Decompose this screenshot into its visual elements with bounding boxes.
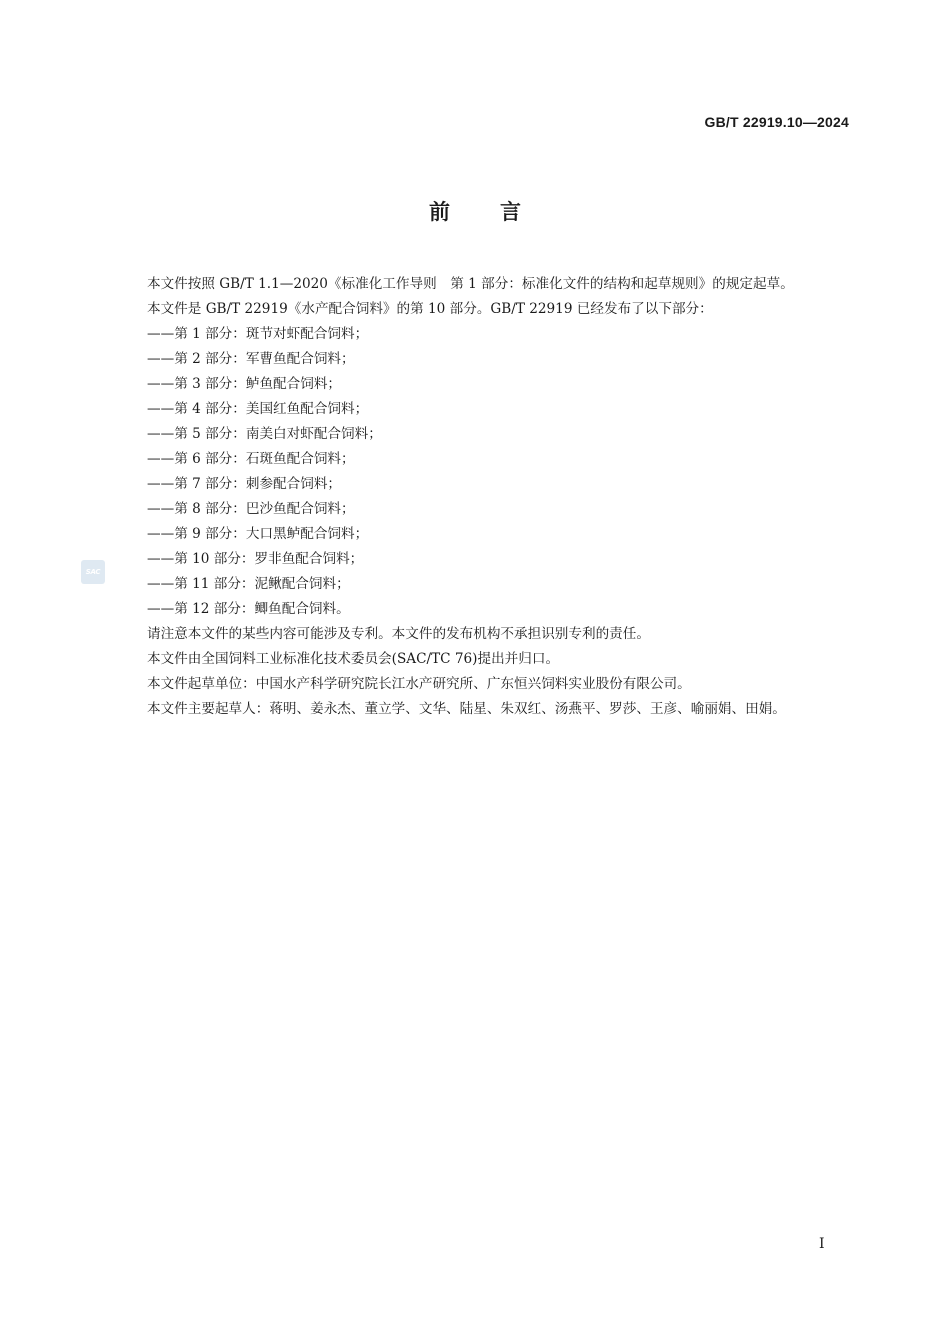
list-item: ——第 5 部分：南美白对虾配合饲料； bbox=[147, 426, 382, 442]
paragraph-patent-notice: 请注意本文件的某些内容可能涉及专利。本文件的发布机构不承担识别专利的责任。 bbox=[147, 626, 650, 642]
list-item: ——第 2 部分：军曹鱼配合饲料； bbox=[147, 351, 355, 367]
list-item: ——第 8 部分：巴沙鱼配合饲料； bbox=[147, 501, 355, 517]
paragraph-drafting-units: 本文件起草单位：中国水产科学研究院长江水产研究所、广东恒兴饲料实业股份有限公司。 bbox=[147, 676, 691, 692]
paragraph-series-intro: 本文件是 GB/T 22919《水产配合饲料》的第 10 部分。GB/T 22919 已经发布了以下部分： bbox=[147, 301, 713, 317]
list-item: ——第 6 部分：石斑鱼配合饲料； bbox=[147, 451, 355, 467]
list-item: ——第 7 部分：刺参配合饲料； bbox=[147, 476, 342, 492]
list-item: ——第 9 部分：大口黑鲈配合饲料； bbox=[147, 526, 369, 542]
foreword-body bbox=[113, 272, 850, 722]
list-item: ——第 4 部分：美国红鱼配合饲料； bbox=[147, 401, 369, 417]
list-item: ——第 3 部分：鲈鱼配合饲料； bbox=[147, 376, 342, 392]
paragraph-committee: 本文件由全国饲料工业标准化技术委员会(SAC/TC 76)提出并归口。 bbox=[147, 651, 560, 667]
list-item: ——第 11 部分：泥鳅配合饲料； bbox=[147, 576, 350, 592]
list-item: ——第 10 部分：罗非鱼配合饲料； bbox=[147, 551, 364, 567]
list-item: ——第 12 部分：鲫鱼配合饲料。 bbox=[147, 601, 350, 617]
parts-list bbox=[113, 322, 850, 622]
page-title: 前言 bbox=[429, 200, 571, 224]
paragraph-drafters: 本文件主要起草人：蒋明、姜永杰、董立学、文华、陆星、朱双红、汤燕平、罗莎、王彦、喻丽娟、田娟。 bbox=[147, 701, 786, 717]
paragraph-drafting-rules: 本文件按照 GB/T 1.1—2020《标准化工作导则 第 1 部分：标准化文件的结构和起草规则》的规定起草。 bbox=[147, 276, 794, 292]
list-item: ——第 1 部分：斑节对虾配合饲料； bbox=[147, 326, 369, 342]
standard-number: GB/T 22919.10—2024 bbox=[704, 114, 849, 130]
page-number: I bbox=[819, 1236, 825, 1252]
sac-watermark-logo: SAC bbox=[81, 560, 105, 584]
